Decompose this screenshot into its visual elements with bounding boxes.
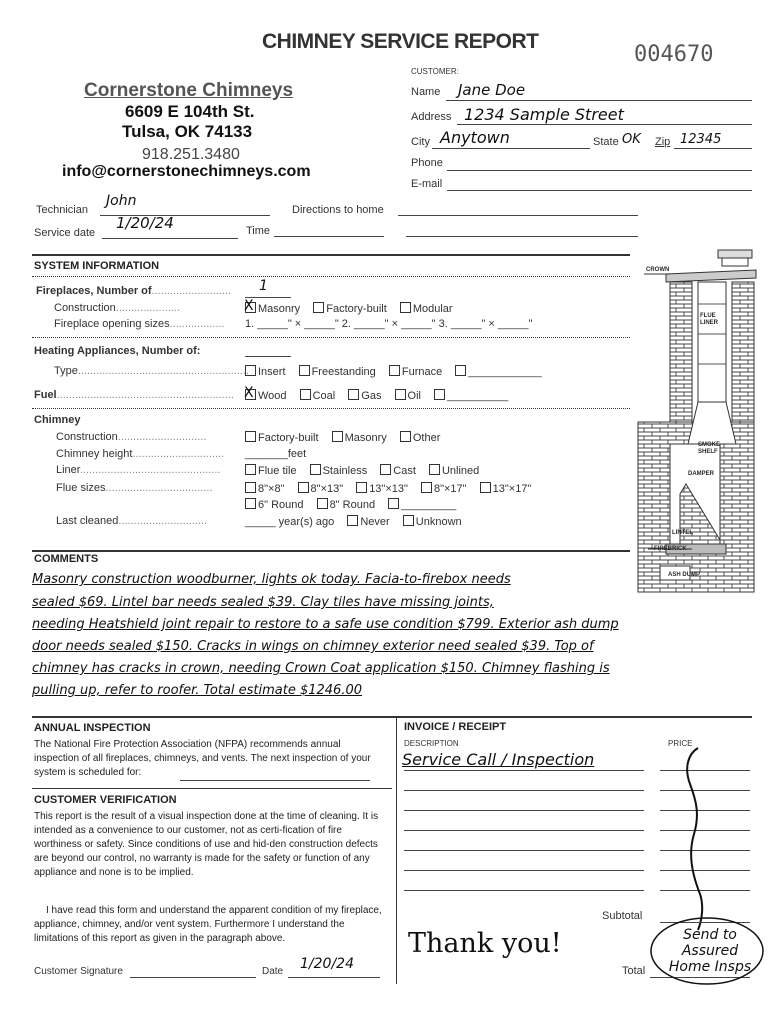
unknown-option[interactable]: Unknown <box>403 515 462 528</box>
flue-size-option[interactable]: 8" Round <box>317 498 376 511</box>
invoice-row-line <box>404 890 644 891</box>
customer-address-label: Address <box>411 111 452 123</box>
verification-text: This report is the result of a visual inspection done at the time of cleaning. It is intended as a convenience to our customer, not as certi-fication of fire worthiness or safety. Since conditions of use and hid-den construction defects are beyond our control, no warranty is made for the safety or function of any appliance and none is to be implied. <box>34 811 379 878</box>
next-inspection-field[interactable] <box>180 780 370 781</box>
divider <box>32 550 630 552</box>
invoice-price-label: PRICE <box>668 739 693 748</box>
years-ago-field[interactable]: _____ year(s) ago <box>245 516 335 528</box>
invoice-row-line <box>404 790 644 791</box>
customer-city-field[interactable]: Anytown <box>440 128 510 147</box>
time-field[interactable] <box>274 236 384 237</box>
column-divider <box>396 716 397 984</box>
construction-masonry-option[interactable]: X Masonry <box>245 302 300 315</box>
fireplaces-count-field[interactable]: 1 <box>259 278 268 294</box>
opening-sizes-fields[interactable]: 1. _____" × _____" 2. _____" × _____" 3. _____" × _____" <box>245 318 533 330</box>
never-checkbox[interactable] <box>347 515 358 526</box>
liner-flue-tile-option[interactable]: Flue tile <box>245 464 297 477</box>
comment-line[interactable]: door needs sealed $150. Cracks in wings on chimney exterior need sealed $39. Top of <box>32 639 594 654</box>
chimney-masonry-checkbox[interactable] <box>332 431 343 442</box>
never-option[interactable]: Never <box>347 515 389 528</box>
invoice-description-label: DESCRIPTION <box>404 739 459 748</box>
chimney-masonry-option[interactable]: Masonry <box>332 431 387 444</box>
wood-checkbox[interactable] <box>245 389 256 400</box>
liner-cast-option[interactable]: Cast <box>380 464 416 477</box>
technician-label: Technician <box>36 204 88 216</box>
annual-text: The National Fire Protection Association (NFPA) recommends annual inspection of all fireplaces, chimneys, and vents. The next inspection of your system is scheduled for: <box>34 739 371 778</box>
flue-sizes-label: Flue sizes................................... <box>56 482 213 494</box>
customer-zip-field[interactable]: 12345 <box>680 132 722 147</box>
furnace-checkbox[interactable] <box>389 365 400 376</box>
last-cleaned-label: Last cleaned............................. <box>56 515 208 527</box>
flue-size-option[interactable]: 6" Round <box>245 498 304 511</box>
flue-tile-checkbox[interactable] <box>245 464 256 475</box>
cast-checkbox[interactable] <box>380 464 391 475</box>
directions-label: Directions to home <box>292 204 384 216</box>
chimney-factory-checkbox[interactable] <box>245 431 256 442</box>
customer-name-line <box>446 100 752 101</box>
liner-options <box>245 464 489 477</box>
chimney-height-field[interactable]: _______feet <box>245 448 307 460</box>
customer-state-label: State <box>593 136 619 148</box>
type-label: Type........................................................ <box>54 365 250 377</box>
divider <box>32 254 630 256</box>
customer-email-field[interactable] <box>447 190 752 191</box>
flue-8-round-checkbox[interactable] <box>317 498 328 509</box>
type-freestanding-option[interactable]: Freestanding <box>299 365 376 378</box>
divider <box>32 716 752 718</box>
time-label: Time <box>246 225 271 237</box>
customer-city-line <box>432 148 590 149</box>
invoice-row-line <box>404 830 644 831</box>
fuel-other-option[interactable]: __________ <box>434 389 508 402</box>
type-other-checkbox[interactable] <box>455 365 466 376</box>
comment-line[interactable]: sealed $69. Lintel bar needs sealed $39. Clay tiles have missing joints, <box>32 595 494 610</box>
invoice-row-line <box>404 870 644 871</box>
type-furnace-option[interactable]: Furnace <box>389 365 442 378</box>
oil-checkbox[interactable] <box>395 389 406 400</box>
flue-8x13-checkbox[interactable] <box>298 482 309 493</box>
report-title: CHIMNEY SERVICE REPORT <box>262 30 539 53</box>
flue-sizes-options-row2 <box>245 498 466 511</box>
divider <box>32 276 630 277</box>
fuel-coal-option[interactable]: Coal <box>300 389 336 402</box>
fireplaces-label: Fireplaces, Number of.......................... <box>36 285 232 297</box>
fuel-wood-option[interactable]: X Wood <box>245 389 287 402</box>
thank-you-note: Thank you! <box>408 928 562 959</box>
diagram-label-lintel: LINTEL <box>672 530 693 536</box>
customer-phone-label: Phone <box>411 157 443 169</box>
fuel-oil-option[interactable]: Oil <box>395 389 421 402</box>
invoice-row-line <box>404 810 644 811</box>
customer-email-label: E-mail <box>411 178 443 190</box>
customer-name-label: Name <box>411 86 441 98</box>
opening-sizes-label: Fireplace opening sizes.................. <box>54 318 225 330</box>
divider <box>32 408 630 409</box>
masonry-checkbox[interactable] <box>245 302 256 313</box>
invoice-line-item[interactable]: Service Call / Inspection <box>402 750 595 769</box>
signature-date-line <box>288 977 380 978</box>
unlined-checkbox[interactable] <box>429 464 440 475</box>
fuel-other-checkbox[interactable] <box>434 389 445 400</box>
flue-size-option[interactable]: 8"×13" <box>298 482 344 495</box>
customer-name-field[interactable]: Jane Doe <box>458 81 526 99</box>
comments-heading: COMMENTS <box>34 553 99 565</box>
technician-field[interactable]: John <box>106 193 137 209</box>
invoice-row-line <box>404 770 644 771</box>
flue-size-option[interactable]: 13"×13" <box>356 482 408 495</box>
chimney-label: Chimney <box>34 414 81 426</box>
comment-line[interactable]: needing Heatshield joint repair to restore to a safe use condition $799. Exterior ash dump <box>32 617 619 632</box>
company-address-line2: Tulsa, OK 74133 <box>122 122 253 141</box>
flue-sizes-options-row1 <box>245 482 541 495</box>
heating-count-field[interactable] <box>245 356 291 357</box>
verification-acknowledgement: I have read this form and understand the apparent condition of my fireplace, appliance, chimney, and/or vent system. Furthermore I understand the limitations of this report as given in the paragraph above. <box>34 905 382 944</box>
invoice-heading: INVOICE / RECEIPT <box>404 721 507 733</box>
chimney-construction-options <box>245 431 450 444</box>
insert-checkbox[interactable] <box>245 365 256 376</box>
invoice-row-line <box>404 850 644 851</box>
customer-city-label: City <box>411 136 430 148</box>
service-date-line <box>102 238 238 239</box>
fuel-gas-option[interactable]: Gas <box>348 389 381 402</box>
report-number: 004670 <box>634 42 714 67</box>
construction-options <box>245 302 463 315</box>
customer-signature-field[interactable] <box>130 977 256 978</box>
liner-stainless-option[interactable]: Stainless <box>310 464 368 477</box>
comment-line[interactable]: pulling up, refer to roofer. Total estimate $1246.00 <box>32 683 362 698</box>
type-insert-option[interactable]: Insert <box>245 365 286 378</box>
verification-heading: CUSTOMER VERIFICATION <box>34 794 177 806</box>
flue-8x17-checkbox[interactable] <box>421 482 432 493</box>
flue-other-checkbox[interactable] <box>388 498 399 509</box>
customer-address-line <box>457 124 752 125</box>
liner-unlined-option[interactable]: Unlined <box>429 464 479 477</box>
customer-heading: CUSTOMER: <box>411 67 459 76</box>
customer-signature-label: Customer Signature <box>34 966 123 977</box>
type-other-option[interactable]: ____________ <box>455 365 541 378</box>
flue-13x17-checkbox[interactable] <box>480 482 491 493</box>
flue-size-option[interactable]: 8"×8" <box>245 482 284 495</box>
diagram-label-smoke-shelf: SMOKE SHELF <box>698 442 721 455</box>
chimney-other-option[interactable]: Other <box>400 431 441 444</box>
unknown-checkbox[interactable] <box>403 515 414 526</box>
fuel-options <box>245 389 518 402</box>
type-options <box>245 365 552 378</box>
signature-date-label: Date <box>262 966 284 977</box>
customer-state-field[interactable]: OK <box>622 132 641 147</box>
chimney-factory-option[interactable]: Factory-built <box>245 431 319 444</box>
company-email: info@cornerstonechimneys.com <box>62 163 311 180</box>
flue-13x13-checkbox[interactable] <box>356 482 367 493</box>
flue-8x8-checkbox[interactable] <box>245 482 256 493</box>
gas-checkbox[interactable] <box>348 389 359 400</box>
divider <box>32 788 392 789</box>
diagram-label-damper: DAMPER <box>688 471 715 477</box>
construction-modular-option[interactable]: Modular <box>400 302 453 315</box>
last-cleaned-options <box>245 515 472 528</box>
diagram-label-flue-liner: FLUE LINER <box>700 313 718 326</box>
liner-label: Liner.............................................. <box>56 464 221 476</box>
flue-size-option[interactable]: 13"×17" <box>480 482 532 495</box>
send-to-note: Send to Assured Home Insps <box>668 927 752 975</box>
stainless-checkbox[interactable] <box>310 464 321 475</box>
customer-address-field[interactable]: 1234 Sample Street <box>464 105 624 124</box>
annual-heading: ANNUAL INSPECTION <box>34 722 151 734</box>
chimney-height-label: Chimney height.............................. <box>56 448 225 460</box>
heating-label: Heating Appliances, Number of: <box>34 345 201 357</box>
diagram-label-crown: CROWN <box>646 267 670 273</box>
company-name: Cornerstone Chimneys <box>84 80 294 101</box>
modular-checkbox[interactable] <box>400 302 411 313</box>
freestanding-checkbox[interactable] <box>299 365 310 376</box>
comment-line[interactable]: chimney has cracks in crown, needing Crown Coat application $150. Chimney flashing is <box>32 661 610 676</box>
comment-line[interactable]: Masonry construction woodburner, lights ok today. Facia-to-firebox needs <box>32 572 511 587</box>
customer-phone-field[interactable] <box>447 170 752 171</box>
factory-built-checkbox[interactable] <box>313 302 324 313</box>
company-address-line1: 6609 E 104th St. <box>125 102 255 121</box>
flue-6-round-checkbox[interactable] <box>245 498 256 509</box>
company-phone: 918.251.3480 <box>142 146 240 163</box>
diagram-label-ash-dump: ASH DUMP <box>668 572 701 578</box>
total-label: Total <box>622 965 646 977</box>
construction-label: Construction..................... <box>54 302 180 314</box>
customer-zip-line <box>674 148 752 149</box>
signature-date-field[interactable]: 1/20/24 <box>300 956 354 972</box>
chimney-other-checkbox[interactable] <box>400 431 411 442</box>
chimney-construction-label: Construction............................. <box>56 431 207 443</box>
price-column-scribble <box>670 744 720 934</box>
coal-checkbox[interactable] <box>300 389 311 400</box>
fuel-label: Fuel.......................................................... <box>34 389 234 401</box>
customer-zip-label: Zip <box>655 136 671 148</box>
construction-factory-option[interactable]: Factory-built <box>313 302 387 315</box>
service-date-label: Service date <box>34 227 96 239</box>
system-heading: SYSTEM INFORMATION <box>34 260 160 272</box>
service-date-field[interactable]: 1/20/24 <box>116 214 174 232</box>
directions-field[interactable] <box>398 215 638 216</box>
directions-line-2 <box>406 236 638 237</box>
divider <box>32 337 630 338</box>
flue-size-option[interactable]: _________ <box>388 498 456 511</box>
diagram-label-firebrick: FIREBRICK <box>654 546 687 552</box>
subtotal-label: Subtotal <box>602 910 643 922</box>
flue-size-option[interactable]: 8"×17" <box>421 482 467 495</box>
